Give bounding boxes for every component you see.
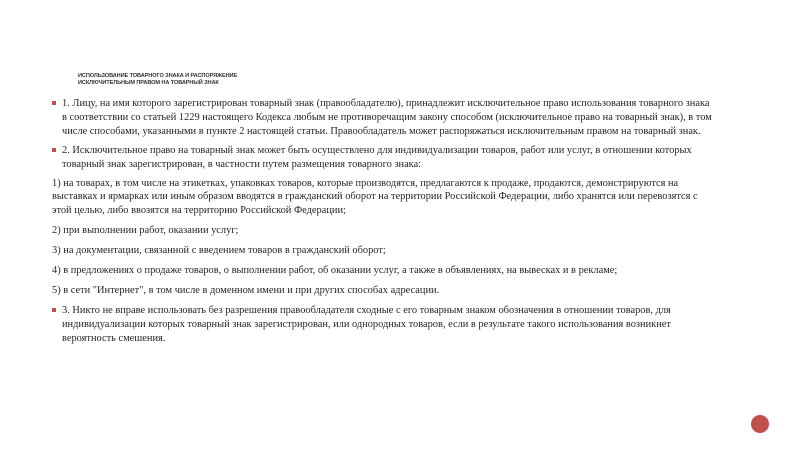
slide-title-line-2: ИСКЛЮЧИТЕЛЬНЫМ ПРАВОМ НА ТОВАРНЫЙ ЗНАК [78,80,219,86]
list-item-2: 2) при выполнении работ, оказании услуг; [52,225,239,237]
list-item-4: 4) в предложениях о продаже товаров, о выполнении работ, об оказании услуг, а также в объявлениях, на вывесках и в рекламе; [52,265,618,277]
slide-title [78,73,338,87]
bullet-paragraph-3 [52,304,712,346]
square-bullet-icon [52,148,56,152]
page-number-badge [751,415,769,433]
bullet-paragraph-1 [52,97,712,139]
list-item-3: 3) на документации, связанной с введением товаров в гражданский оборот; [52,245,386,257]
paragraph-text: 3. Никто не вправе использовать без разрешения правообладателя сходные с его товарным знаком обозначения в отношении товаров, для индивидуализации которых товарный знак зарегистрирован, или однородных товаров, если в результате такого использования возникнет вероятность смешения. [62,304,671,344]
paragraph-text: 1. Лицу, на имя которого зарегистрирован товарный знак (правообладателю), принадлежит исключительное право использования товарного знака в соответствии со статьей 1229 настоящего Кодекса любым не противоречащим закону способом (исключительное право на товарный знак), в том числе способами, указанными в пункте 2 настоящей статьи. Правообладатель может распоряжаться исключительным правом на товарный знак. [62,98,712,137]
paragraph-text: 2. Исключительное право на товарный знак может быть осуществлено для индивидуализации товаров, работ или услуг, в отношении которых товарный знак зарегистрирован, в частности путем размещения товарного знака: [62,144,692,170]
slide-title-line-1: ИСПОЛЬЗОВАНИЕ ТОВАРНОГО ЗНАКА И РАСПОРЯЖЕНИЕ [78,73,238,79]
square-bullet-icon [52,101,56,105]
list-item-5: 5) в сети "Интернет", в том числе в доменном имени и при других способах адресации. [52,284,440,296]
bullet-paragraph-2 [52,144,712,172]
slide-body [52,97,712,351]
list-item-1: 1) на товарах, в том числе на этикетках, упаковках товаров, которые производятся, предлагаются к продаже, продаются, демонстрируются на выставках и ярмарках или иным образом вводятся в гражданский оборот на территории Российской Федерации, либо хранятся или перевозятся с этой целью, либо ввозятся на территорию Российской Федерации; [52,177,698,217]
square-bullet-icon [52,308,56,312]
